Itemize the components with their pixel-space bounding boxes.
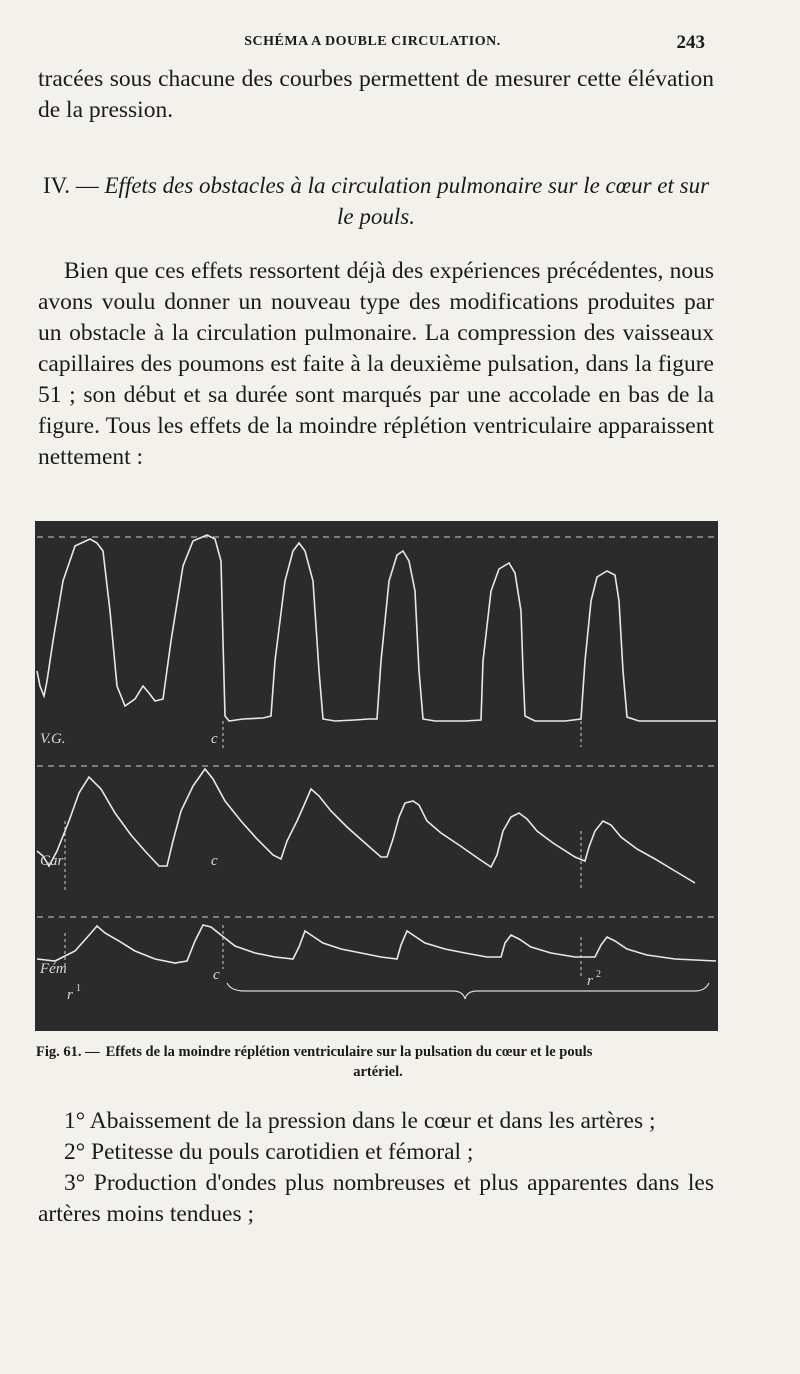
page-number: 243 (676, 32, 705, 53)
label-r2: r (587, 973, 593, 989)
label-r2-sup: 2 (596, 969, 601, 980)
paragraph-intro: Bien que ces effets ressortent déjà des expériences précédentes, nous avons voulu donner un nouveau type des modifications produites par un obstacle à la circulation pulmonaire. La compression des vaisseaux capillaires des poumons est faite à la deuxième pulsation, dans la figure 51 ; son début et sa durée sont marqués par une accolade en bas de la figure. Tous les effets de la moindre réplétion ventriculaire apparaissent nettement : (38, 258, 714, 470)
tracing-plate (35, 521, 718, 1031)
effects-list (38, 1106, 714, 1230)
paragraph-continued: tracées sous chacune des courbes permettent de mesurer cette élévation de la pression. (38, 66, 714, 123)
section-title-text: Effets des obstacles à la circulation pulmonaire sur le cœur et sur le pouls. (104, 173, 710, 229)
list-item: 1° Abaissement de la pression dans le cœur et dans les artères ; (64, 1108, 656, 1134)
section-heading (38, 170, 714, 232)
section-number: IV. — (42, 173, 99, 198)
label-car: Car (40, 853, 64, 869)
label-r1-sup: 1 (76, 983, 81, 994)
label-c3: c (213, 967, 220, 983)
list-item: 2° Petitesse du pouls carotidien et fémoral ; (64, 1139, 474, 1165)
figure-61 (35, 521, 718, 1031)
list-item: 3° Production d'ondes plus nombreuses et plus apparentes dans les artères moins tendues ; (38, 1170, 714, 1227)
caption-text: Effets de la moindre réplétion ventriculaire sur la pulsation du cœur et le pouls (105, 1044, 593, 1060)
caption-continued: artériel. (353, 1064, 403, 1080)
running-head (40, 30, 705, 56)
label-r1: r (67, 987, 73, 1003)
caption-label: Fig. 61. — (36, 1044, 100, 1060)
running-head-title: SCHÉMA A DOUBLE CIRCULATION. (244, 34, 501, 49)
label-fem: Fém (40, 961, 67, 977)
label-vg: V.G. (40, 731, 66, 747)
label-c2: c (211, 853, 218, 869)
figure-caption (36, 1042, 720, 1063)
label-c1: c (211, 731, 218, 747)
